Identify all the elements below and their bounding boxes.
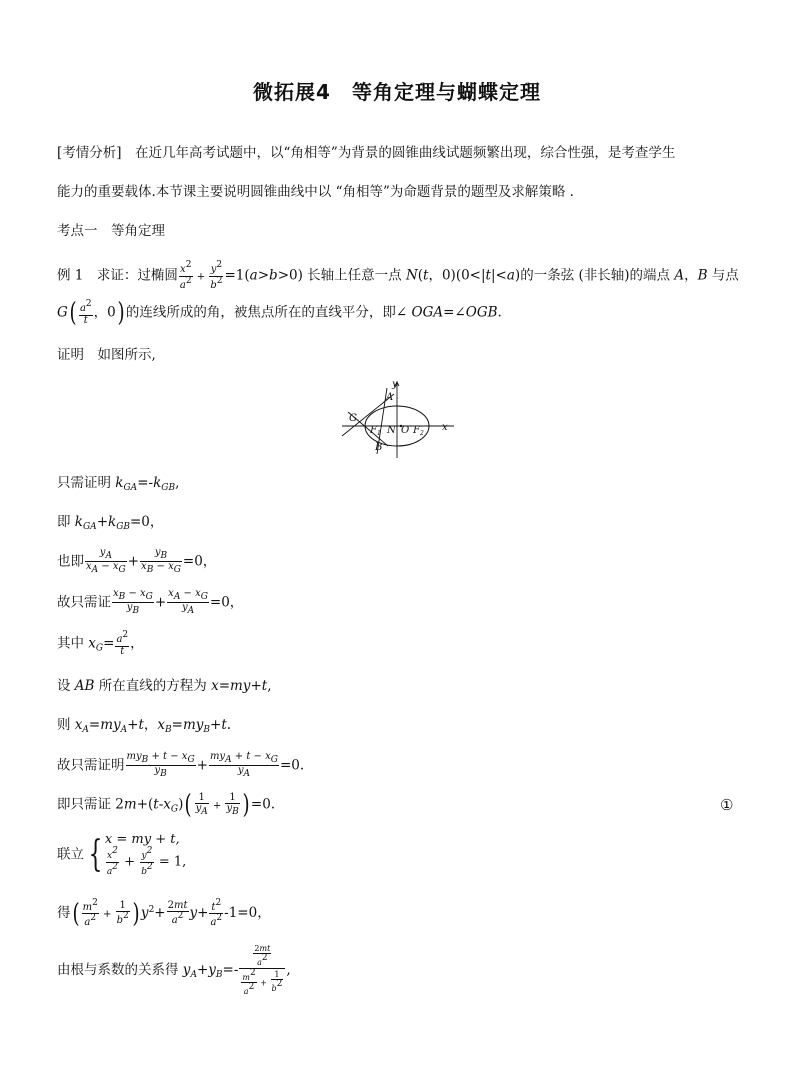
step-4: 故只需证 $\frac{x_B - x_G}{y_B}$ + $\frac{x_A - x_G}{y_A}$ =0， [57, 588, 244, 617]
step-11: 得( $\frac{m^2}{a^2}$ + $\frac{1}{b^2}$ ) $y^2+$ $\frac{2mt}{a^2}$ y+ $\frac{t^2}{a^2}$ -1=0， [57, 897, 271, 929]
label-o: O [401, 425, 410, 436]
step-7: 则 $x_A=my_A+t$，$x_B=my_B+t$. [57, 717, 232, 735]
fraction-a2-t: $\frac{a^2}{t}$ [79, 299, 92, 326]
example-line-1: 例 1 求证：过椭圆 $\frac{x^2}{a^2}$ + $\frac{y^2}{b^2}$ =1(a>b>0) 长轴上任意一点 N(t，0)(0<|t|<a)的一条弦 (非长轴)的端点 A，B 与点 [57, 260, 739, 291]
step-3: 也即 $\frac{y_A}{x_A - x_G}$ + $\frac{y_B}{x_B - x_G}$ =0， [57, 547, 217, 576]
page-title: 微拓展4 等角定理与蝴蝶定理 [253, 80, 541, 104]
label-a: A [386, 392, 394, 403]
analysis-line-1: [考情分析] 在近几年高考试题中，以“角相等”为背景的圆锥曲线试题频繁出现，综合性强，是考查学生 [57, 145, 676, 161]
label-g: G [349, 413, 357, 424]
step-12: 由根与系数的关系得 $y_A+y_B=-$ $\frac{2mt}{a^2}$ $\frac{m^2}{a^2}$ + $\frac{1}{b^2}$ , [57, 943, 291, 996]
label-b: B [375, 442, 383, 453]
label-y: y [392, 379, 398, 390]
label-f1: $F_1$ [370, 425, 381, 437]
label-x: x [442, 422, 448, 433]
equation-number: ① [720, 796, 734, 814]
fraction-y2-b2: $\frac{y^2}{b^2}$ [210, 260, 223, 291]
section-heading: 考点一 等角定理 [57, 223, 165, 239]
ellipse-figure [338, 378, 458, 462]
step-1: 只需证明 $k_{GA}=-k_{GB}$, [57, 475, 180, 493]
step-8: 故只需证明 $\frac{my_B + t - x_G}{y_B}$ + $\frac{my_A + t - x_G}{y_A}$ =0. [57, 751, 305, 780]
proof-heading: 证明 如图所示, [57, 347, 156, 363]
step-2: 即 $k_{GA}+k_{GB}=0$， [57, 514, 164, 532]
example-line-2: G( $\frac{a^2}{t}$ ，0) 的连线所成的角，被焦点所在的直线平分，即∠ OGA=∠OGB. [57, 298, 502, 328]
label-f2: $F_2$ [413, 425, 424, 437]
step-9: 即只需证 $2m+(t-x_G)$( $\frac{1}{y_A}$ + $\frac{1}{y_B}$ ) =0. [57, 790, 276, 820]
fraction-x2-a2: $\frac{x^2}{a^2}$ [179, 260, 192, 291]
step-6: 设 AB 所在直线的方程为 x=my+t, [57, 678, 272, 694]
step-10: 联立 { x = my + t, $\frac{x^2}{a^2}$ + $\frac{y^2}{b^2}$ = 1, [57, 832, 187, 877]
step-5: 其中 $x_G=$ $\frac{a^2}{t}$ ， [57, 630, 144, 657]
analysis-line-2: 能力的重要载体.本节课主要说明圆锥曲线中以 “角相等”为命题背景的题型及求解策略 . [57, 184, 574, 200]
label-n: N [387, 425, 396, 436]
